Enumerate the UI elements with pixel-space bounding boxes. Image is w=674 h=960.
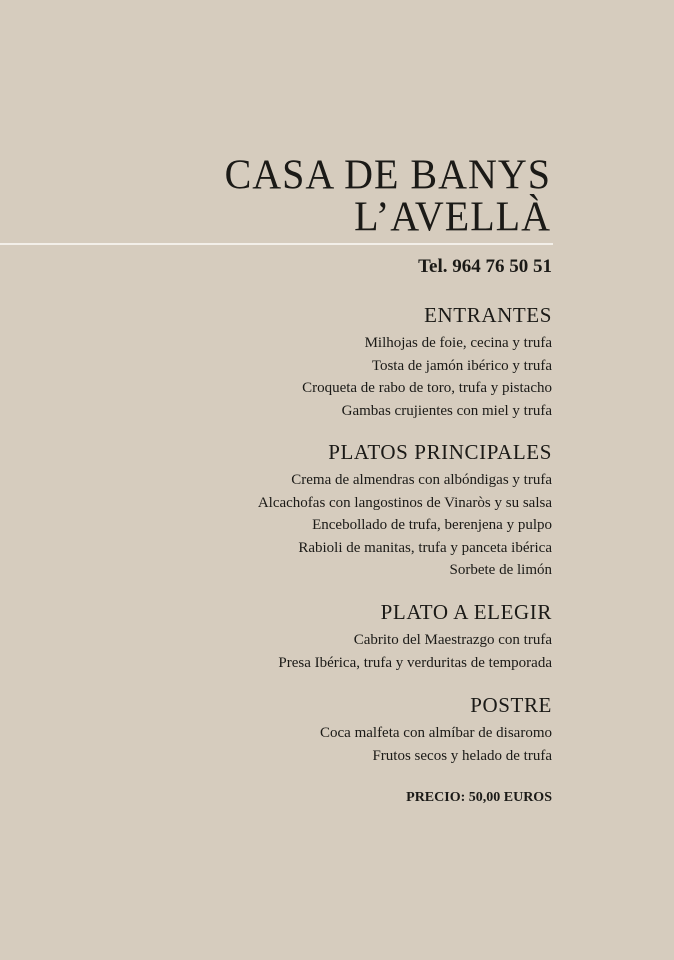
menu-price: PRECIO: 50,00 EUROS <box>406 790 552 805</box>
menu-item: Gambas crujientes con miel y trufa <box>341 402 552 419</box>
menu-item: Coca malfeta con almíbar de disaromo <box>320 725 552 741</box>
menu-item: Croqueta de rabo de toro, trufa y pistacho <box>302 380 552 396</box>
section-heading: PLATO A ELEGIR <box>380 600 552 624</box>
menu-item: Alcachofas con langostinos de Vinaròs y su salsa <box>257 494 552 511</box>
title-line-2: L’AVELLÀ <box>354 192 551 241</box>
menu-item: Rabioli de manitas, trufa y panceta ibérica <box>298 539 552 556</box>
menu-item: Tosta de jamón ibérico y trufa <box>371 357 552 374</box>
title-line-1: CASA DE BANYS <box>224 150 551 199</box>
restaurant-title <box>224 150 551 241</box>
section-heading: POSTRE <box>470 693 552 717</box>
menu-item: Cabrito del Maestrazgo con trufa <box>353 632 552 648</box>
menu-item: Encebollado de trufa, berenjena y pulpo <box>312 517 552 533</box>
section-heading: ENTRANTES <box>424 303 552 327</box>
section-platos-principales <box>258 439 552 582</box>
phone-number: Tel. 964 76 50 51 <box>418 256 552 277</box>
section-entrantes <box>302 302 552 422</box>
menu-item: Sorbete de limón <box>449 562 552 578</box>
section-heading: PLATOS PRINCIPALES <box>328 440 552 464</box>
divider-line <box>0 243 553 245</box>
section-plato-a-elegir <box>278 599 552 674</box>
menu-item: Frutos secos y helado de trufa <box>372 747 552 764</box>
menu-item: Crema de almendras con albóndigas y trufa <box>291 472 552 488</box>
menu-item: Presa Ibérica, trufa y verduritas de temporada <box>278 654 552 671</box>
menu-item: Milhojas de foie, cecina y trufa <box>364 335 552 351</box>
section-postre <box>320 692 552 767</box>
